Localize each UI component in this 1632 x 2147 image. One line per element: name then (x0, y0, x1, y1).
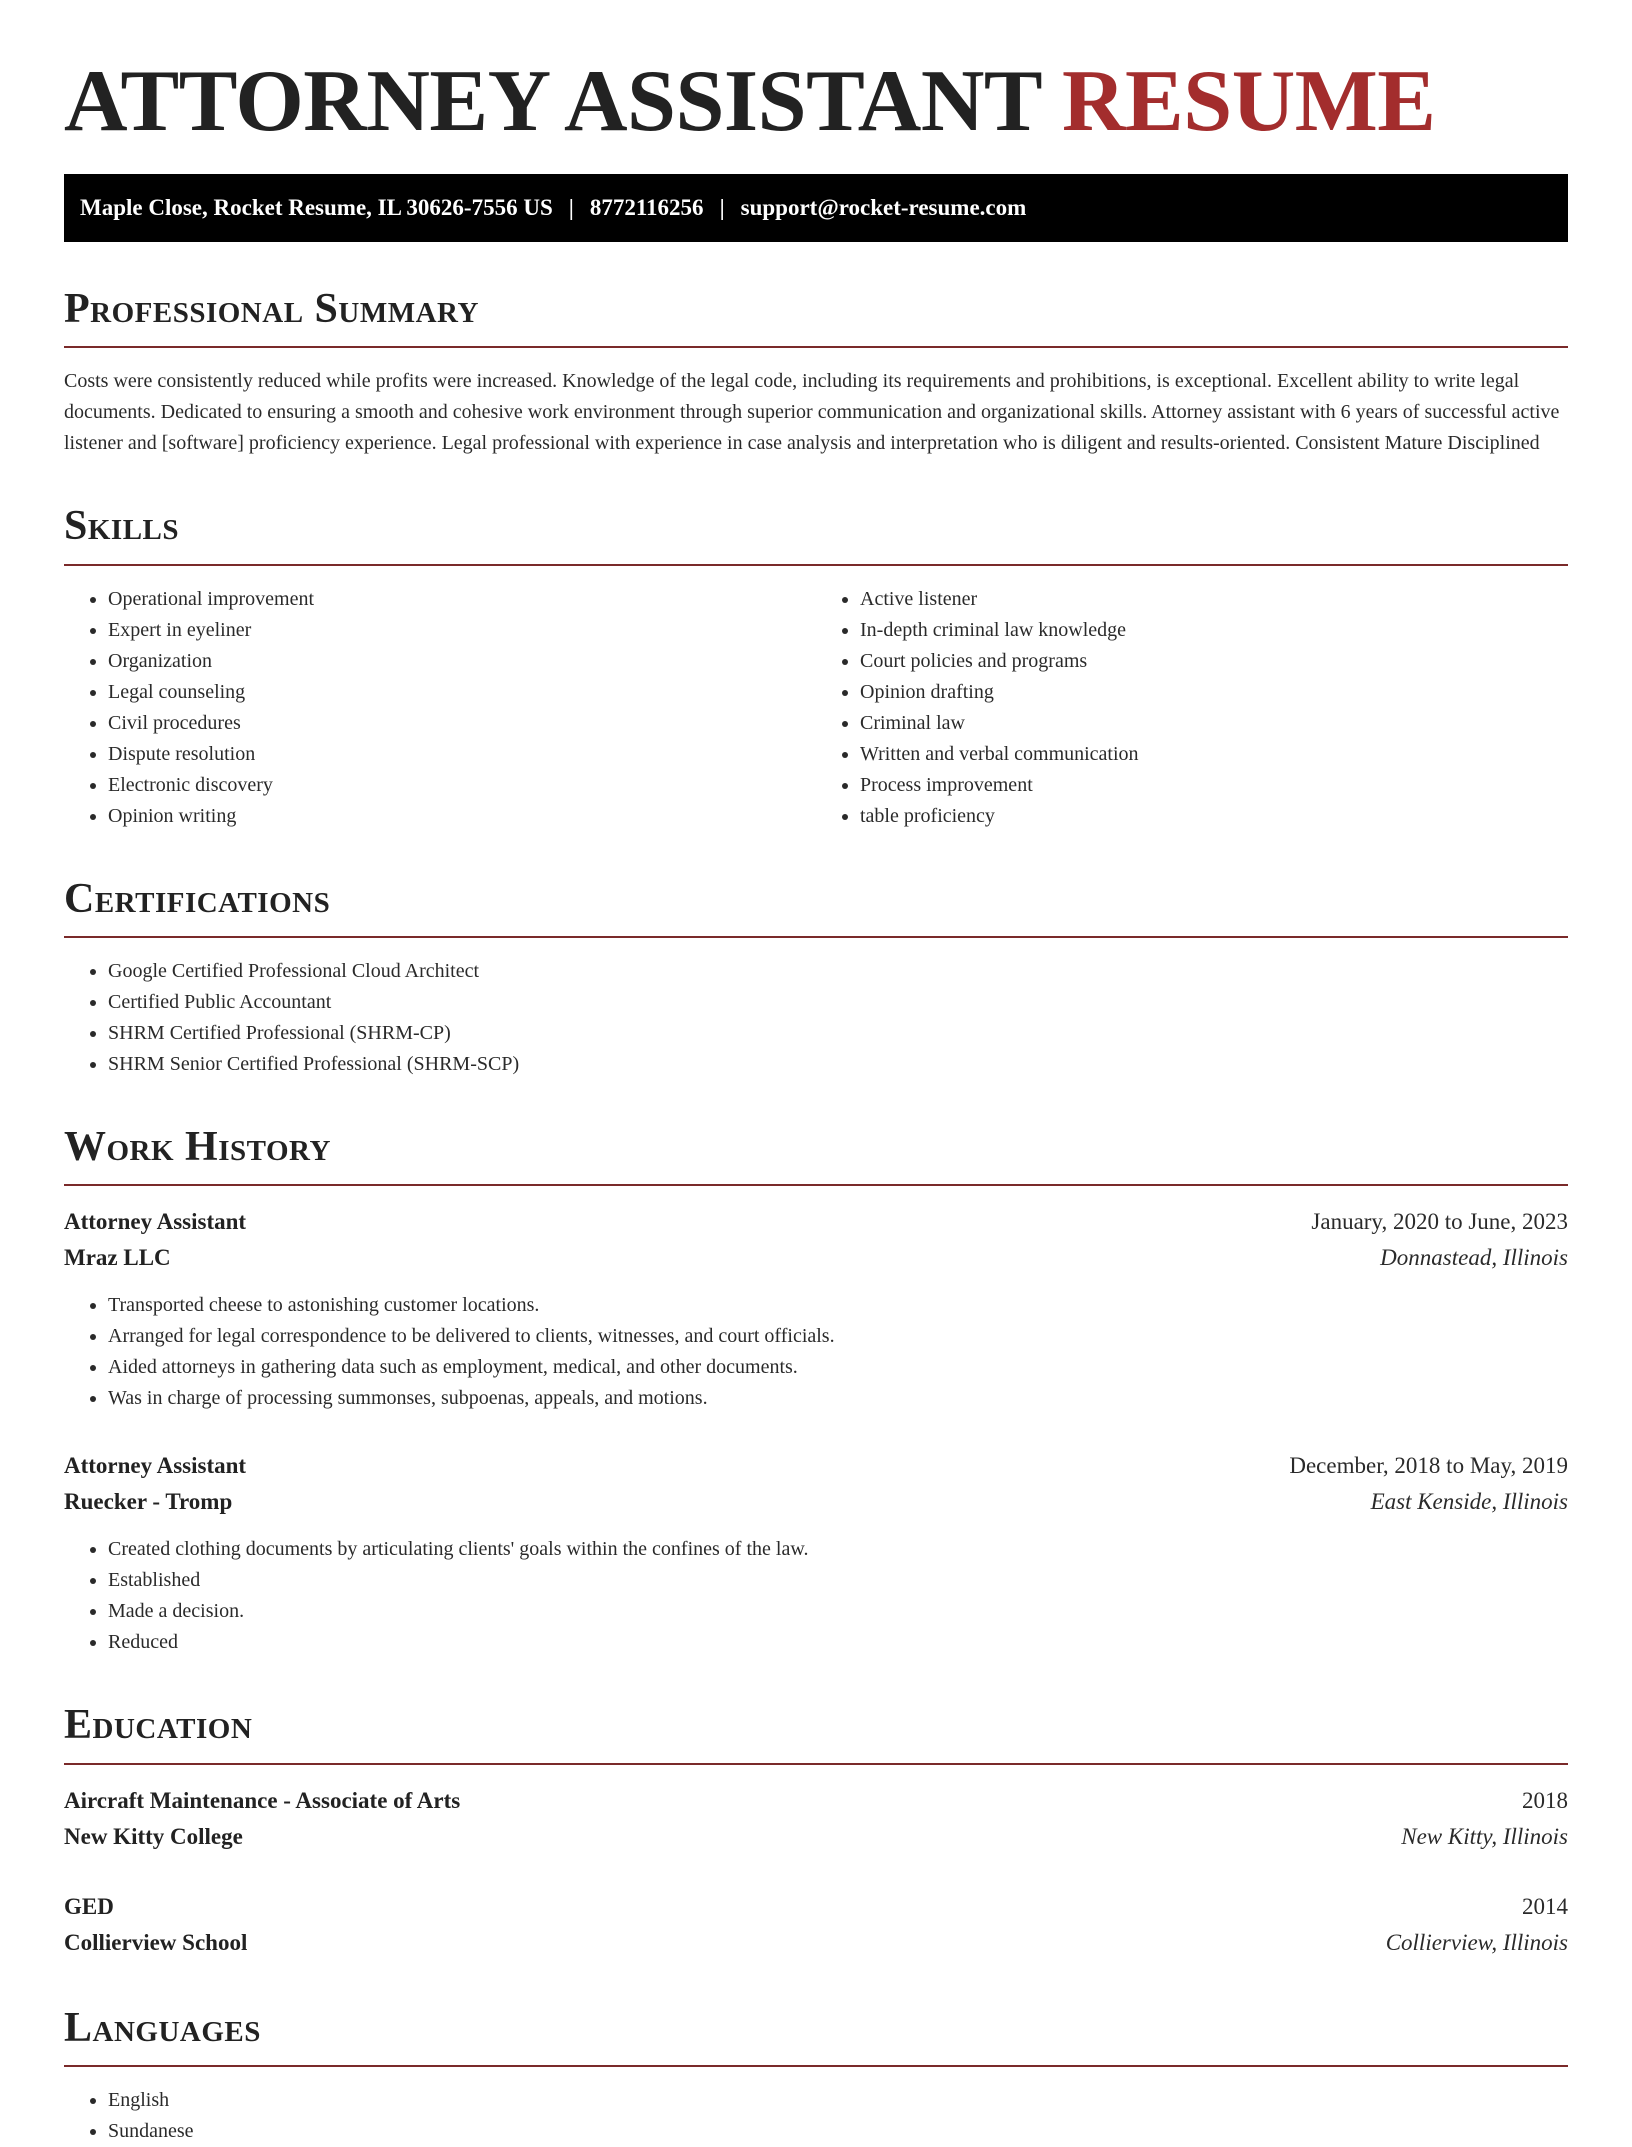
skills-heading: Skills (64, 501, 1568, 565)
certification-item: • Certified Public Accountant (108, 987, 1568, 1018)
job-duty: • Reduced (108, 1627, 1568, 1658)
skills-left-column (64, 566, 816, 832)
job-company-row (64, 1484, 1568, 1520)
skill-item: • Opinion writing (108, 801, 816, 832)
job-duties-list (64, 1290, 1568, 1414)
education-year: 2014 (1522, 1893, 1568, 1919)
skill-item: • table proficiency (860, 801, 1568, 832)
language-item: • English (108, 2085, 1568, 2116)
languages-list (64, 2085, 1568, 2147)
job-entry (64, 1204, 1568, 1414)
job-duty: • Aided attorneys in gathering data such as employment, medical, and other documents. (108, 1352, 1568, 1383)
job-location: East Kenside, Illinois (1370, 1489, 1568, 1515)
education-degree-row (64, 1889, 1568, 1925)
skill-item: • Court policies and programs (860, 646, 1568, 677)
skill-item: • Dispute resolution (108, 739, 816, 770)
education-heading: Education (64, 1700, 1568, 1764)
skill-item: • Active listener (860, 584, 1568, 615)
language-item: • Sundanese (108, 2116, 1568, 2147)
skill-item: • Organization (108, 646, 816, 677)
education-school: Collierview School (64, 1929, 248, 1955)
skill-item: • Legal counseling (108, 677, 816, 708)
education-entry (64, 1783, 1568, 1855)
skills-right-list (816, 584, 1568, 832)
skills-left-list (64, 584, 816, 832)
job-title: Attorney Assistant (64, 1453, 247, 1479)
education-degree: Aircraft Maintenance - Associate of Arts (64, 1787, 461, 1813)
contact-phone: 8772116256 (589, 194, 704, 220)
job-company: Ruecker - Tromp (64, 1489, 233, 1515)
skills-right-column (816, 566, 1568, 832)
skill-item: • Expert in eyeliner (108, 615, 816, 646)
job-header-row (64, 1448, 1568, 1484)
job-dates: January, 2020 to June, 2023 (1311, 1209, 1568, 1235)
job-duty: • Transported cheese to astonishing customer locations. (108, 1290, 1568, 1321)
job-dates: December, 2018 to May, 2019 (1289, 1453, 1568, 1479)
job-duties-list (64, 1534, 1568, 1658)
certification-item: • Google Certified Professional Cloud Architect (108, 956, 1568, 987)
skill-item: • Operational improvement (108, 584, 816, 615)
skill-item: • Opinion drafting (860, 677, 1568, 708)
certifications-heading: Certifications (64, 874, 1568, 938)
summary-text: Costs were consistently reduced while profits were increased. Knowledge of the legal code, including its requirements and prohibitions, is exceptional. Excellent ability to write legal documents. Dedicated to ensuring a smooth and cohesive work environment through superior communication and organizational skills. Attorney assistant with 6 years of successful active listener and [software] proficiency experience. Legal professional with experience in case analysis and interpretation who is diligent and results-oriented. Consistent Mature Disciplined (64, 370, 1560, 455)
skill-item: • Electronic discovery (108, 770, 816, 801)
education-location: Collierview, Illinois (1385, 1929, 1568, 1955)
education-school-row (64, 1819, 1568, 1855)
contact-separator: | (719, 194, 725, 220)
languages-heading: Languages (64, 2003, 1568, 2067)
skill-item: • Written and verbal communication (860, 739, 1568, 770)
resume-title (64, 50, 1568, 154)
education-school: New Kitty College (64, 1823, 243, 1849)
contact-email: support@rocket-resume.com (740, 194, 1027, 220)
job-duty: • Arranged for legal correspondence to be delivered to clients, witnesses, and court officials. (108, 1321, 1568, 1352)
job-entry (64, 1448, 1568, 1658)
job-company-row (64, 1240, 1568, 1276)
education-location: New Kitty, Illinois (1401, 1823, 1568, 1849)
certification-item: • SHRM Certified Professional (SHRM-CP) (108, 1018, 1568, 1049)
title-accent: RESUME (1062, 53, 1436, 150)
certification-item: • SHRM Senior Certified Professional (SHRM-SCP) (108, 1049, 1568, 1080)
skill-item: • Criminal law (860, 708, 1568, 739)
education-entry (64, 1889, 1568, 1961)
skills-columns (64, 566, 1568, 832)
job-header-row (64, 1204, 1568, 1240)
title-main: ATTORNEY ASSISTANT (64, 53, 1041, 150)
skill-item: • Process improvement (860, 770, 1568, 801)
education-school-row (64, 1925, 1568, 1961)
contact-separator: | (568, 194, 574, 220)
job-duty: • Created clothing documents by articulating clients' goals within the confines of the law. (108, 1534, 1568, 1565)
job-company: Mraz LLC (64, 1245, 171, 1271)
job-duty: • Established (108, 1565, 1568, 1596)
job-duty: • Was in charge of processing summonses, subpoenas, appeals, and motions. (108, 1383, 1568, 1414)
contact-address: Maple Close, Rocket Resume, IL 30626-7556 US (80, 194, 553, 220)
job-duty: • Made a decision. (108, 1596, 1568, 1627)
summary-heading: Professional Summary (64, 284, 1568, 348)
education-year: 2018 (1522, 1787, 1568, 1813)
education-degree-row (64, 1783, 1568, 1819)
education-degree: GED (64, 1893, 114, 1919)
certifications-list (64, 956, 1568, 1080)
skill-item: • In-depth criminal law knowledge (860, 615, 1568, 646)
job-title: Attorney Assistant (64, 1209, 247, 1235)
job-location: Donnastead, Illinois (1380, 1245, 1568, 1271)
contact-bar (64, 174, 1568, 242)
skill-item: • Civil procedures (108, 708, 816, 739)
work-history-heading: Work History (64, 1122, 1568, 1186)
